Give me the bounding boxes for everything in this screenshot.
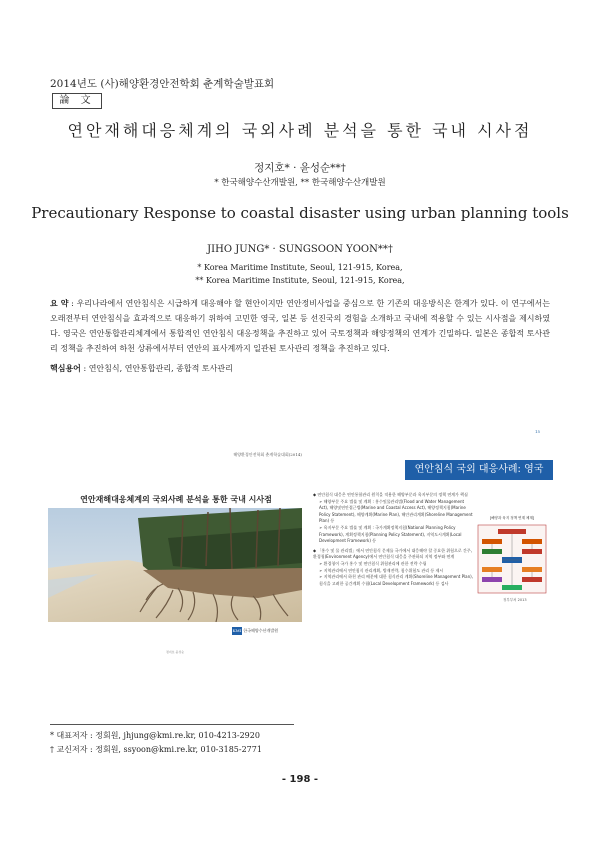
coastal-erosion-photo xyxy=(48,508,302,622)
slide2-subbullet: ➢ 육지부문 주요 법률 및 계획 : 국가계획정책지침(National Planning Policy Framework), 계획정책지침(Planning Policy Statement), 지역도시계획(Local Development Framework) 등 xyxy=(319,524,462,544)
slide1-header: 해양환경안전학회 춘계학술대회(2014) xyxy=(233,452,302,457)
paper-title-english: Precautionary Response to coastal disaster using urban planning tools xyxy=(31,204,569,222)
slide2-bullet: ◆ 연안침식 대응은 연안통합관리 원칙을 적용한 해양부문과 육지부문의 정책 연계가 핵심 xyxy=(313,492,468,497)
slide2-title-band: 연안침식 국외 대응사례: 영국 xyxy=(405,460,553,480)
slide2-subbullet: ➢ 지역관리에서 연안침식 관리계획, 방재전략, 침수위험도 관리 등 제시 xyxy=(319,567,444,573)
keywords-text: : 연안침식, 연안통합관리, 종합적 토사관리 xyxy=(83,364,233,373)
slide2-caption: 정부부처 2013 xyxy=(503,598,527,602)
slide2-subbullet: ➢ 해양부문 주요 법률 및 계획 : 홍수및물관리법(Flood and Water Management Act), 해양및연안접근법(Marine and Coastal Access Act), 해양정책지침(Marine Policy Statement), 해양계획(Marine Plan), 해안관리계획(Shoreline Management Plan) 등 xyxy=(319,498,473,524)
abstract-text: : 우리나라에서 연안침식은 시급하게 대응해야 할 현안이지만 연안정비사업을 중심으로 한 기존의 대응방식은 한계가 있다. 이 연구에서는 오래전부터 연안침식을 효과적으로 대응하기 위하여 고민한 영국, 일본 등 선진국의 경험을 소개하고 국내에 적용할 수 있는 시사점을 제시하였다. 영국은 연안통합관리체계에서 통합적인 연안침식 대응정책을 추진하고 있어 국토정책과 해양정책의 연계가 긴밀하다. 일본은 종합적 토사관리 정책을 추진하여 하천 상류에서부터 연안의 표사계까지 일관된 토사관리 정책을 추진하고 있다. xyxy=(50,299,550,353)
slide2-bullets xyxy=(313,492,473,587)
slide1-title: 연안재해대응체계의 국외사례 분석을 통한 국내 시사점 xyxy=(80,495,272,504)
keywords xyxy=(50,363,233,374)
kmi-logo: KMI 한국해양수산개발원 xyxy=(232,628,279,633)
diagram-title: [해양과 육지 정책 연계 체계] xyxy=(489,516,535,520)
footnote-rule xyxy=(50,724,294,725)
authors-english: JIHO JUNG* · SUNGSOON YOON**† xyxy=(207,244,393,255)
slide2-number: 15 xyxy=(535,429,541,434)
affiliation-english-1: * Korea Maritime Institute, Seoul, 121-915, Korea, xyxy=(197,263,403,272)
page-number: - 198 - xyxy=(281,774,319,785)
abstract-label: 요 약 xyxy=(50,299,69,308)
kmi-logo-text: 한국해양수산개발원 xyxy=(243,628,279,633)
keywords-label: 핵심용어 xyxy=(50,364,81,373)
slide1-footer: 정지호 윤성순 xyxy=(165,650,185,654)
affiliation-english-2: ** Korea Maritime Institute, Seoul, 121-915, Korea, xyxy=(195,276,405,285)
conference-name: 2014년도 (사)해양환경안전학회 춘계학술발표회 xyxy=(50,78,275,90)
affiliation-korean: * 한국해양수산개발원, ** 한국해양수산개발원 xyxy=(214,178,386,188)
footnote-lead-author: * 대표저자 : 정회원, jhjung@kmi.re.kr, 010-4213-2920 xyxy=(50,731,260,740)
authors-korean: 정지호* · 윤성순**† xyxy=(254,162,346,174)
policy-linkage-diagram xyxy=(476,516,548,596)
paper-type-tag: 論 文 xyxy=(52,93,102,109)
slide2-subbullet: ➢ 환경청이 국가 홍수 및 연안침식 위험관리에 관한 전략 수립 xyxy=(319,560,427,566)
slide2-subbullet: ➢ 지역관리에서 하천 관리 배분에 대한 침식관리 계획(Shoreline Management Plan), 침식을 고려한 공간계획 수립(Local Development Framework) 등 검사 xyxy=(319,574,473,586)
slide2-bullet: ◆ 「홍수 및 물 관리법」에서 연안침식 문제를 국가에서 대응해야 할 중요한 위험으로 간주, 환경청(Environment Agency)에서 연안침식 대응을 주관하되 지역 정부와 연계 xyxy=(313,547,472,560)
paper-title-korean: 연안재해대응체계의 국외사례 분석을 통한 국내 시사점 xyxy=(67,121,533,140)
abstract xyxy=(50,296,550,356)
footnote-corresponding-author: † 교신저자 : 정회원, ssyoon@kmi.re.kr, 010-3185-2771 xyxy=(50,745,262,754)
